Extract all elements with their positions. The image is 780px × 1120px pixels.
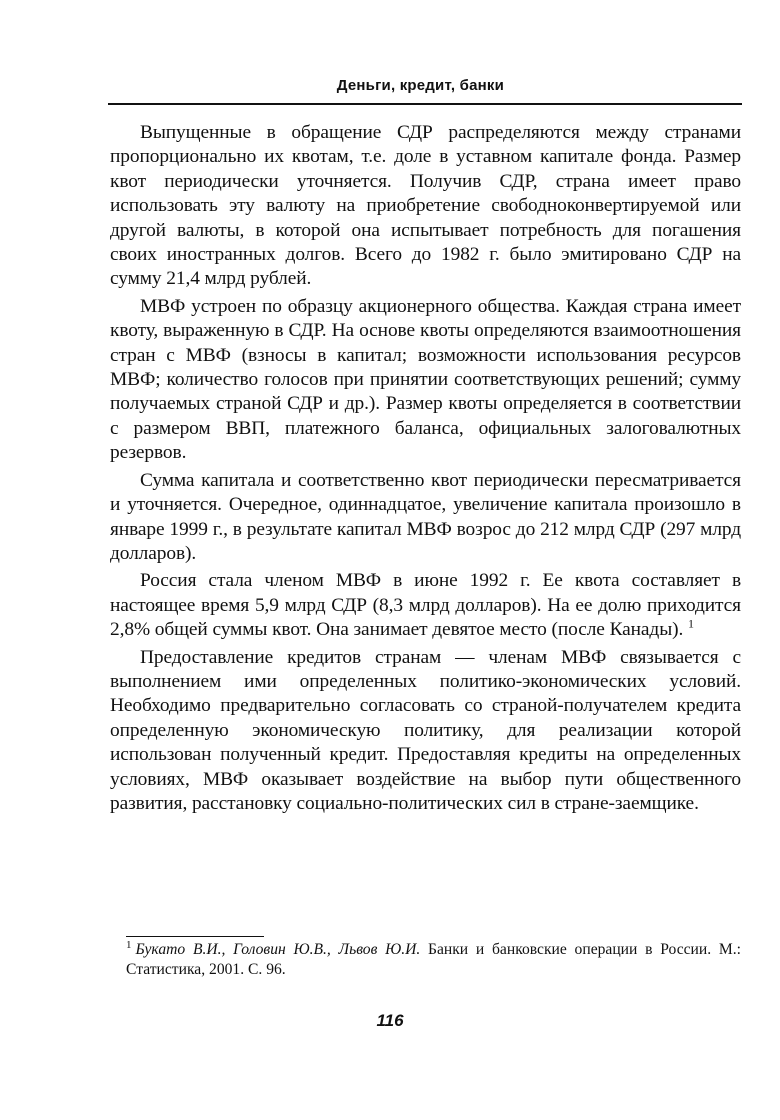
paragraph-russia <box>110 569 741 642</box>
paragraph-imf-structure: МВФ устроен по образцу акционерного общества. Каждая страна имеет квоту, выраженную в СДР. На основе квоты определяются взаимоотношения стран с МВФ (взносы в капитал; возможности использования ресурсов МВФ; количество голосов при принятии соответствующих решений; сумму получаемых страной СДР и др.). Размер квоты определяется в соответствии с размером ВВП, платежного баланса, официальных залоговалютных резервов. <box>110 295 741 464</box>
page-number: 116 <box>376 1011 404 1030</box>
paragraph-sdr: Выпущенные в обращение СДР распределяются между странами пропорционально их квотам, т.е. доле в уставном капитале фонда. Размер квот периодически уточняется. Получив СДР, страна имеет право использовать эту валюту на приобретение свободноконвертируемой или другой валюты, в которой она испытывает потребность для погашения своих иностранных долгов. Всего до 1982 г. было эмитировано СДР на сумму 21,4 млрд рублей. <box>110 122 741 290</box>
paragraph-russia-text: Россия стала членом МВФ в июне 1992 г. Ее квота составляет в настоящее время 5,9 млрд СДР (8,3 млрд долларов). На ее долю приходится 2,8% общей суммы квот. Она занимает девятое место (после Канады). <box>110 570 741 641</box>
footnote-authors: Букато В.И., Головин Ю.В., Львов Ю.И. <box>135 941 421 958</box>
paragraph-capital: Сумма капитала и соответственно квот периодически пересматривается и уточняется. Очередное, одиннадцатое, увеличение капитала произошло в январе 1999 г., в результате капитал МВФ возрос до 212 млрд СДР (297 млрд долларов). <box>110 469 741 564</box>
header-title: Деньги, кредит, банки <box>336 77 504 94</box>
page-body <box>110 121 741 819</box>
footnote-marker: 1 <box>126 938 132 951</box>
footnote-divider <box>126 936 264 937</box>
footnote-reference: 1 <box>687 616 694 631</box>
running-header <box>108 73 742 105</box>
footnote-text: Банки и банковские операции в России. М.: Статистика, 2001. С. 96. <box>126 941 741 978</box>
paragraph-credits: Предоставление кредитов странам — членам МВФ связывается с выполнением ими определенных политико-экономических условий. Необходимо предварительно согласовать со страной-получателем кредита определенную экономическую политику, для реализации которой использован полученный кредит. Предоставляя кредиты на определенных условиях, МВФ оказывает воздействие на выбор пути общественного развития, расстановку социально-политических сил в стране-заемщике. <box>110 646 741 814</box>
footnote <box>126 940 741 980</box>
